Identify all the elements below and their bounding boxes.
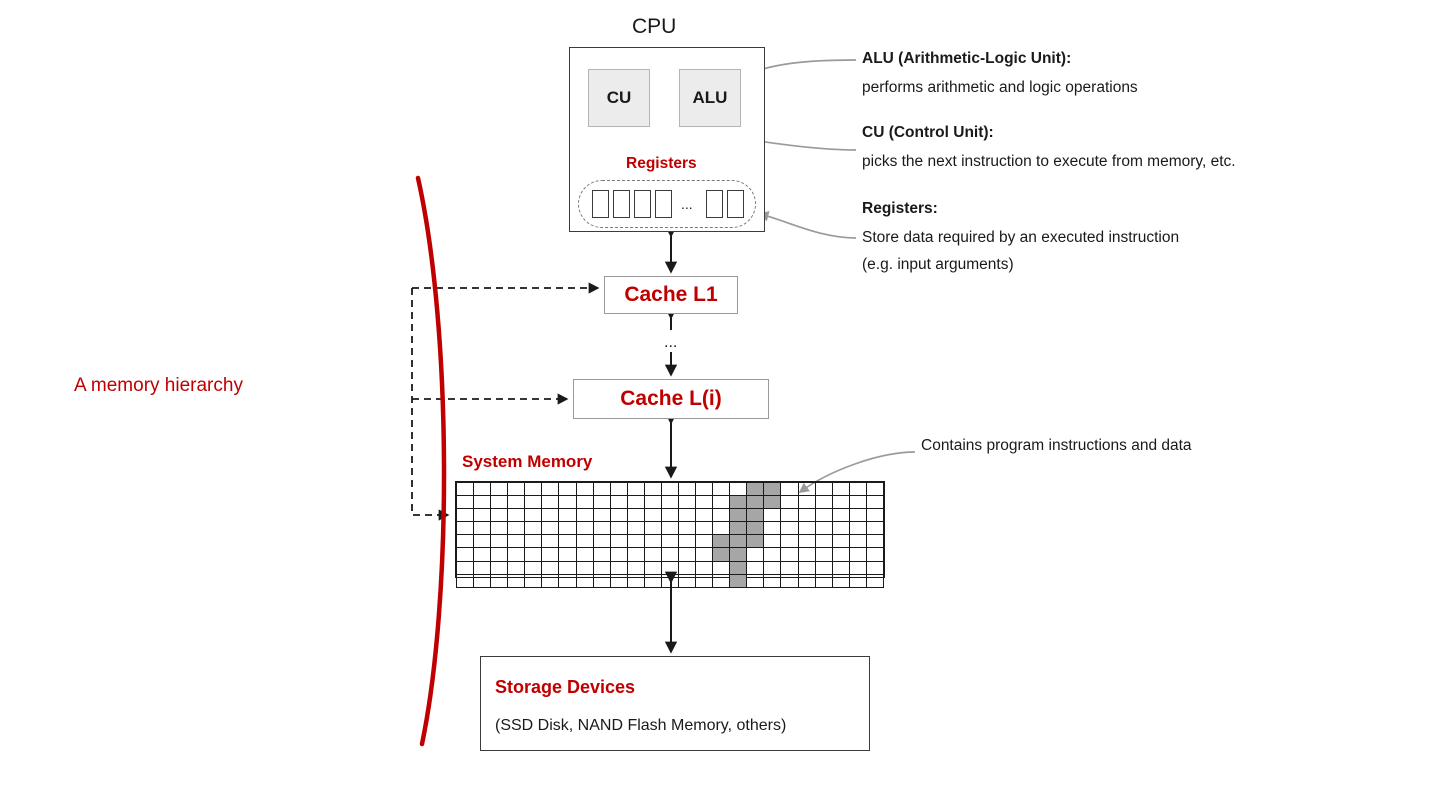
cu-annotation-title: CU (Control Unit): bbox=[862, 124, 994, 141]
memory-cell bbox=[730, 483, 747, 496]
memory-cell bbox=[747, 548, 764, 561]
memory-cell bbox=[644, 535, 661, 548]
memory-cell bbox=[696, 548, 713, 561]
alu-box[interactable] bbox=[679, 69, 741, 127]
memory-cell bbox=[542, 483, 559, 496]
memory-cell bbox=[661, 548, 678, 561]
memory-cell bbox=[525, 574, 542, 587]
memory-cell bbox=[832, 483, 849, 496]
memory-cell bbox=[644, 483, 661, 496]
memory-cell bbox=[661, 483, 678, 496]
registers-annotation-body-2: (e.g. input arguments) bbox=[862, 256, 1014, 273]
memory-cell bbox=[849, 574, 866, 587]
memory-cell bbox=[696, 509, 713, 522]
memory-cell bbox=[644, 522, 661, 535]
memory-cell bbox=[679, 548, 696, 561]
system-memory-table bbox=[456, 482, 884, 588]
memory-cell bbox=[661, 496, 678, 509]
memory-cell bbox=[713, 574, 730, 587]
memory-cell bbox=[576, 574, 593, 587]
memory-cell bbox=[457, 522, 474, 535]
memory-cell bbox=[815, 535, 832, 548]
memory-row bbox=[457, 496, 884, 509]
system-memory-label: System Memory bbox=[462, 452, 593, 471]
memory-row bbox=[457, 548, 884, 561]
memory-cell bbox=[764, 574, 781, 587]
memory-cell bbox=[525, 561, 542, 574]
memory-cell bbox=[661, 535, 678, 548]
memory-cell bbox=[713, 509, 730, 522]
memory-cell bbox=[508, 548, 525, 561]
memory-cell bbox=[798, 522, 815, 535]
memory-cell bbox=[781, 548, 798, 561]
memory-cell bbox=[781, 483, 798, 496]
memory-cell bbox=[542, 574, 559, 587]
memory-cell bbox=[764, 561, 781, 574]
memory-cell bbox=[866, 548, 883, 561]
memory-cell bbox=[525, 522, 542, 535]
memory-cell bbox=[457, 574, 474, 587]
memory-cell bbox=[730, 522, 747, 535]
memory-cell bbox=[832, 561, 849, 574]
cache-l1-box[interactable] bbox=[604, 276, 738, 314]
memory-cell bbox=[747, 522, 764, 535]
memory-cell bbox=[730, 509, 747, 522]
memory-cell bbox=[866, 496, 883, 509]
memory-cell bbox=[576, 496, 593, 509]
memory-cell bbox=[679, 535, 696, 548]
memory-cell bbox=[610, 535, 627, 548]
memory-cell bbox=[696, 522, 713, 535]
memory-cell bbox=[730, 574, 747, 587]
memory-cell bbox=[798, 561, 815, 574]
memory-cell bbox=[610, 522, 627, 535]
memory-cell bbox=[491, 574, 508, 587]
memory-cell bbox=[525, 483, 542, 496]
memory-hierarchy-label: A memory hierarchy bbox=[74, 375, 243, 396]
memory-cell bbox=[866, 483, 883, 496]
memory-cell bbox=[815, 522, 832, 535]
memory-cell bbox=[696, 574, 713, 587]
cache-l1-label: Cache L1 bbox=[624, 283, 718, 306]
memory-cell bbox=[730, 496, 747, 509]
memory-cell bbox=[764, 496, 781, 509]
memory-cell bbox=[457, 496, 474, 509]
memory-cell bbox=[644, 496, 661, 509]
memory-cell bbox=[542, 561, 559, 574]
memory-cell bbox=[679, 496, 696, 509]
memory-row bbox=[457, 574, 884, 587]
register-cell bbox=[706, 190, 723, 218]
memory-cell bbox=[832, 496, 849, 509]
memory-cell bbox=[559, 522, 576, 535]
memory-row bbox=[457, 561, 884, 574]
memory-cell bbox=[593, 496, 610, 509]
registers-annotation-body-1: Store data required by an executed instruction bbox=[862, 229, 1180, 246]
memory-cell bbox=[576, 509, 593, 522]
memory-cell bbox=[491, 509, 508, 522]
memory-cell bbox=[815, 561, 832, 574]
memory-cell bbox=[593, 574, 610, 587]
memory-cell bbox=[696, 483, 713, 496]
memory-cell bbox=[798, 496, 815, 509]
memory-cell bbox=[474, 496, 491, 509]
memory-cell bbox=[849, 496, 866, 509]
memory-cell bbox=[832, 548, 849, 561]
memory-cell bbox=[559, 535, 576, 548]
memory-cell bbox=[866, 522, 883, 535]
registers-label: Registers bbox=[626, 155, 697, 172]
memory-cell bbox=[849, 535, 866, 548]
memory-row bbox=[457, 535, 884, 548]
register-cell bbox=[655, 190, 672, 218]
memory-cell bbox=[815, 574, 832, 587]
memory-cell bbox=[866, 574, 883, 587]
memory-cell bbox=[559, 509, 576, 522]
memory-cell bbox=[627, 483, 644, 496]
memory-cell bbox=[559, 483, 576, 496]
memory-cell bbox=[474, 574, 491, 587]
cpu-title: CPU bbox=[632, 15, 677, 38]
memory-cell bbox=[713, 561, 730, 574]
memory-cell bbox=[610, 548, 627, 561]
memory-cell bbox=[713, 535, 730, 548]
memory-cell bbox=[593, 522, 610, 535]
memory-cell bbox=[764, 509, 781, 522]
memory-cell bbox=[798, 483, 815, 496]
register-cell bbox=[634, 190, 651, 218]
cache-li-box[interactable] bbox=[573, 379, 769, 419]
alu-annotation-title: ALU (Arithmetic-Logic Unit): bbox=[862, 50, 1072, 67]
memory-cell bbox=[781, 574, 798, 587]
system-memory-annotation: Contains program instructions and data bbox=[921, 437, 1192, 454]
alu-label: ALU bbox=[692, 88, 728, 107]
memory-cell bbox=[849, 509, 866, 522]
memory-cell bbox=[627, 522, 644, 535]
memory-row bbox=[457, 509, 884, 522]
memory-cell bbox=[696, 535, 713, 548]
memory-cell bbox=[798, 574, 815, 587]
memory-cell bbox=[525, 548, 542, 561]
memory-cell bbox=[559, 496, 576, 509]
memory-cell bbox=[661, 509, 678, 522]
system-memory-grid bbox=[455, 481, 885, 578]
memory-cell bbox=[832, 522, 849, 535]
memory-cell bbox=[849, 548, 866, 561]
memory-cell bbox=[593, 509, 610, 522]
memory-cell bbox=[491, 535, 508, 548]
memory-cell bbox=[474, 535, 491, 548]
memory-cell bbox=[627, 548, 644, 561]
memory-cell bbox=[730, 535, 747, 548]
memory-cell bbox=[576, 522, 593, 535]
memory-cell bbox=[747, 496, 764, 509]
memory-cell bbox=[491, 548, 508, 561]
memory-cell bbox=[627, 509, 644, 522]
memory-cell bbox=[713, 483, 730, 496]
memory-cell bbox=[747, 574, 764, 587]
memory-cell bbox=[764, 483, 781, 496]
memory-cell bbox=[474, 561, 491, 574]
memory-hierarchy-brace bbox=[418, 178, 444, 744]
memory-cell bbox=[849, 522, 866, 535]
memory-cell bbox=[661, 574, 678, 587]
memory-cell bbox=[764, 522, 781, 535]
memory-cell bbox=[815, 496, 832, 509]
memory-cell bbox=[679, 522, 696, 535]
memory-cell bbox=[849, 483, 866, 496]
memory-cell bbox=[474, 483, 491, 496]
memory-cell bbox=[815, 483, 832, 496]
memory-cell bbox=[866, 535, 883, 548]
memory-cell bbox=[679, 561, 696, 574]
memory-cell bbox=[866, 509, 883, 522]
storage-devices-box[interactable] bbox=[480, 656, 870, 751]
memory-cell bbox=[508, 496, 525, 509]
memory-cell bbox=[781, 496, 798, 509]
memory-cell bbox=[576, 535, 593, 548]
memory-cell bbox=[815, 509, 832, 522]
memory-cell bbox=[644, 574, 661, 587]
memory-cell bbox=[491, 561, 508, 574]
memory-cell bbox=[457, 548, 474, 561]
memory-cell bbox=[713, 522, 730, 535]
memory-cell bbox=[627, 574, 644, 587]
memory-cell bbox=[832, 574, 849, 587]
memory-cell bbox=[508, 574, 525, 587]
memory-cell bbox=[542, 509, 559, 522]
memory-cell bbox=[491, 522, 508, 535]
memory-cell bbox=[644, 509, 661, 522]
memory-cell bbox=[525, 496, 542, 509]
memory-cell bbox=[764, 548, 781, 561]
memory-cell bbox=[610, 483, 627, 496]
memory-cell bbox=[866, 561, 883, 574]
memory-cell bbox=[576, 561, 593, 574]
memory-cell bbox=[508, 535, 525, 548]
memory-cell bbox=[508, 561, 525, 574]
memory-cell bbox=[679, 509, 696, 522]
memory-cell bbox=[696, 561, 713, 574]
memory-cell bbox=[525, 509, 542, 522]
memory-cell bbox=[764, 535, 781, 548]
memory-cell bbox=[474, 548, 491, 561]
memory-cell bbox=[576, 483, 593, 496]
storage-devices-title: Storage Devices bbox=[495, 677, 636, 697]
memory-cell bbox=[559, 561, 576, 574]
registers-ellipsis: ... bbox=[681, 196, 693, 212]
memory-cell bbox=[559, 548, 576, 561]
memory-cell bbox=[679, 574, 696, 587]
memory-cell bbox=[542, 548, 559, 561]
memory-cell bbox=[713, 496, 730, 509]
register-cell bbox=[613, 190, 630, 218]
memory-cell bbox=[815, 548, 832, 561]
memory-row bbox=[457, 483, 884, 496]
memory-cell bbox=[542, 522, 559, 535]
memory-cell bbox=[832, 509, 849, 522]
memory-cell bbox=[593, 561, 610, 574]
memory-cell bbox=[576, 548, 593, 561]
storage-devices-subtitle: (SSD Disk, NAND Flash Memory, others) bbox=[495, 717, 787, 734]
memory-cell bbox=[593, 483, 610, 496]
registers-annotation-title: Registers: bbox=[862, 200, 938, 217]
memory-cell bbox=[508, 483, 525, 496]
memory-cell bbox=[661, 522, 678, 535]
memory-cell bbox=[542, 535, 559, 548]
memory-cell bbox=[542, 496, 559, 509]
memory-cell bbox=[849, 561, 866, 574]
cu-annotation-body: picks the next instruction to execute from memory, etc. bbox=[862, 153, 1236, 170]
memory-cell bbox=[627, 535, 644, 548]
control-unit-box[interactable] bbox=[588, 69, 650, 127]
memory-cell bbox=[457, 561, 474, 574]
memory-cell bbox=[781, 535, 798, 548]
memory-cell bbox=[679, 483, 696, 496]
memory-cell bbox=[610, 496, 627, 509]
memory-cell bbox=[798, 548, 815, 561]
memory-cell bbox=[747, 561, 764, 574]
memory-cell bbox=[593, 535, 610, 548]
memory-cell bbox=[593, 548, 610, 561]
memory-cell bbox=[781, 509, 798, 522]
memory-cell bbox=[457, 535, 474, 548]
memory-cell bbox=[559, 574, 576, 587]
memory-cell bbox=[610, 561, 627, 574]
memory-cell bbox=[627, 496, 644, 509]
register-cell bbox=[592, 190, 609, 218]
cache-ellipsis: ... bbox=[664, 334, 678, 351]
memory-cell bbox=[781, 522, 798, 535]
memory-cell bbox=[644, 561, 661, 574]
cache-li-label: Cache L(i) bbox=[620, 387, 722, 410]
memory-cell bbox=[798, 535, 815, 548]
memory-cell bbox=[730, 548, 747, 561]
memory-cell bbox=[474, 522, 491, 535]
memory-cell bbox=[491, 483, 508, 496]
memory-cell bbox=[457, 509, 474, 522]
memory-cell bbox=[644, 548, 661, 561]
memory-cell bbox=[457, 483, 474, 496]
memory-cell bbox=[798, 509, 815, 522]
memory-cell bbox=[474, 509, 491, 522]
control-unit-label: CU bbox=[606, 88, 632, 107]
memory-cell bbox=[525, 535, 542, 548]
alu-annotation-body: performs arithmetic and logic operations bbox=[862, 79, 1138, 96]
memory-row bbox=[457, 522, 884, 535]
memory-cell bbox=[781, 561, 798, 574]
memory-cell bbox=[832, 535, 849, 548]
memory-cell bbox=[508, 522, 525, 535]
memory-cell bbox=[730, 561, 747, 574]
memory-cell bbox=[661, 561, 678, 574]
memory-cell bbox=[747, 535, 764, 548]
memory-cell bbox=[696, 496, 713, 509]
register-cell bbox=[727, 190, 744, 218]
memory-cell bbox=[610, 574, 627, 587]
memory-cell bbox=[508, 509, 525, 522]
memory-cell bbox=[491, 496, 508, 509]
memory-cell bbox=[610, 509, 627, 522]
memory-cell bbox=[747, 509, 764, 522]
memory-cell bbox=[627, 561, 644, 574]
memory-cell bbox=[713, 548, 730, 561]
memory-cell bbox=[747, 483, 764, 496]
